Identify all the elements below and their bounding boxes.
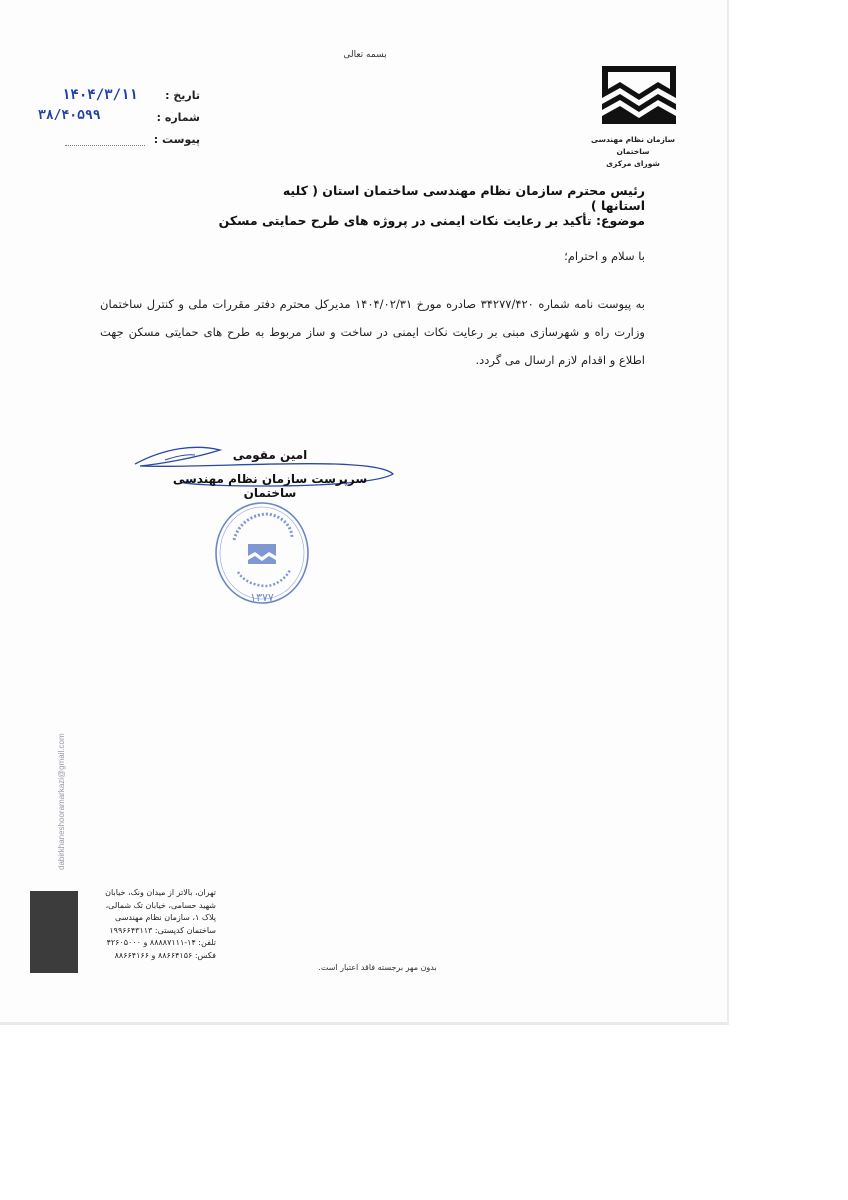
official-seal-icon xyxy=(212,500,312,606)
subject-line: موضوع: تأکید بر رعایت نکات ایمنی در پروژه های طرح حمایتی مسکن xyxy=(218,213,645,228)
signatory-title: سرپرست سازمان نظام مهندسی ساختمان xyxy=(172,472,368,500)
address-line: شهید حسامی، خیابان تک شمالی، xyxy=(105,900,216,910)
number-label: شماره : xyxy=(156,111,200,124)
footer-black-bar xyxy=(30,891,78,973)
bismillah-heading: بسمه تعالی xyxy=(343,50,387,60)
vertical-email xyxy=(57,680,71,880)
attachment-dotted-line xyxy=(65,135,145,146)
signatory-name: امین مقومی xyxy=(232,448,308,462)
date-value: ۱۴۰۴/۳/۱۱ xyxy=(62,87,138,103)
organization-name-line2: شورای مرکزی xyxy=(606,159,660,168)
validity-note: بدون مهر برجسته فاقد اعتبار است. xyxy=(318,963,437,972)
organization-name xyxy=(578,134,688,170)
scan-edge-right xyxy=(727,0,729,1025)
attachment-field xyxy=(60,130,200,150)
address-line: تهران، بالاتر از میدان ونک، خیابان xyxy=(105,888,216,897)
letter-body: به پیوست نامه شماره ۳۴۲۷۷/۴۲۰ صادره مورخ ۱۴۰۴/۰۲/۳۱ مدیرکل محترم دفتر مقررات ملی و کنترل ساختمان وزارت راه و شهرسازی مبنی بر رعایت نکات ایمنی در ساخت و ساز مربوط به طرح های حمایتی مسکن جهت اطلاع و اقدام لازم ارسال می گردد. xyxy=(100,297,645,367)
email-text: dabirkhaneshooramarkazi@gmail.com xyxy=(57,733,66,870)
scan-edge-bottom xyxy=(0,1022,727,1025)
recipient-line: رئیس محترم سازمان نظام مهندسی ساختمان استان ( کلیه استانها ) xyxy=(282,183,645,213)
attachment-label: پیوست : xyxy=(153,133,200,146)
organization-name-line1: سازمان نظام مهندسی ساختمان xyxy=(591,135,675,156)
greeting: با سلام و احترام؛ xyxy=(564,249,645,263)
address-block xyxy=(86,887,216,962)
date-label: تاریخ : xyxy=(165,89,200,102)
address-line: ساختمان کدپستی: ۱۹۹۶۶۴۳۱۱۳ xyxy=(109,925,216,935)
address-line: فکس: ۸۸۶۶۴۱۵۶ و ۸۸۶۶۴۱۶۶ xyxy=(114,950,216,960)
address-line: تلفن: ۱۴-۸۸۸۸۷۱۱۱ و ۴۲۶۰۵۰۰۰ xyxy=(106,938,216,947)
number-value: ۳۸/۴۰۵۹۹ xyxy=(38,108,101,123)
organization-logo-icon xyxy=(598,62,680,128)
address-line: پلاک ۱، سازمان نظام مهندسی xyxy=(115,913,216,922)
seal-year: ۱۳۷۷ xyxy=(250,591,274,604)
